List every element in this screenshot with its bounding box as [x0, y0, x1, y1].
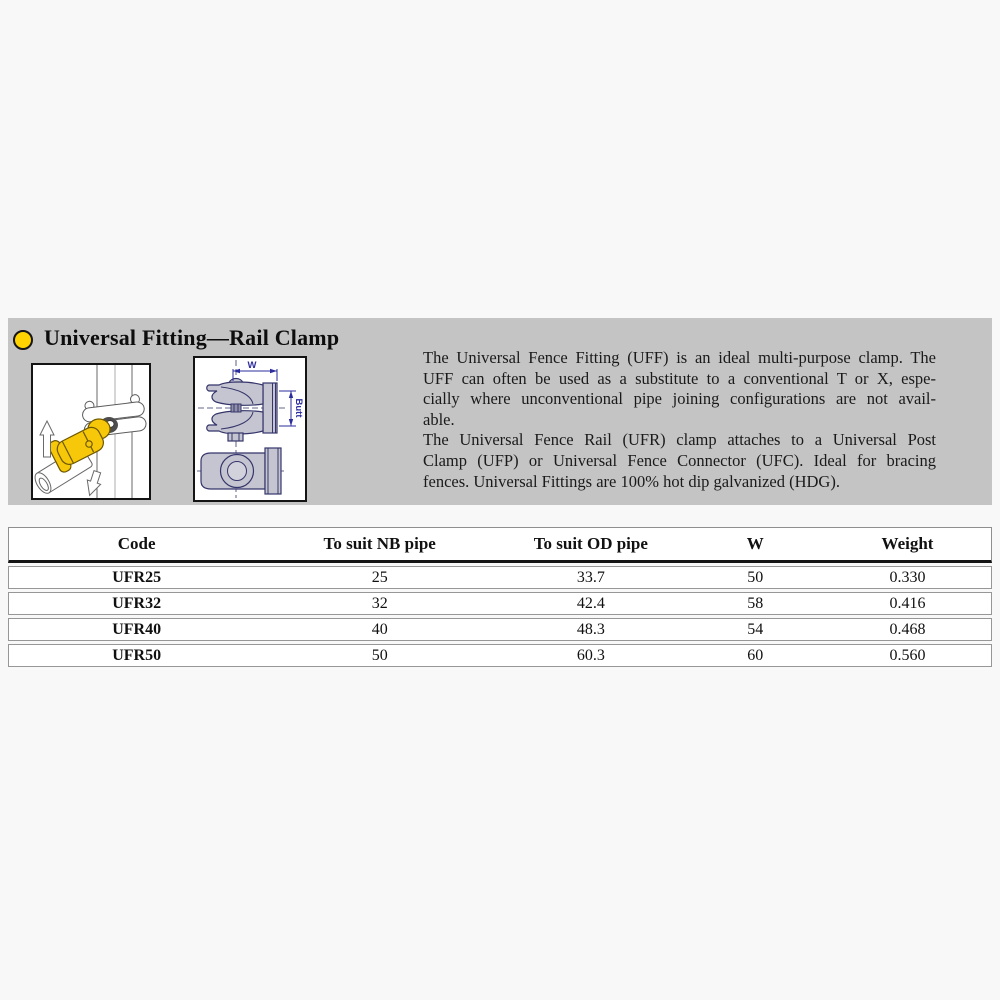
dimension-drawing-icon	[195, 358, 305, 500]
description-line: UFF can often be used as a substitute to a conventional T or X, espe-	[423, 368, 936, 388]
cell-w: 58	[747, 594, 764, 612]
cell-od: 42.4	[576, 594, 605, 612]
cell-nb: 50	[371, 646, 388, 664]
description-line: able.	[423, 409, 455, 429]
cell-weight: 0.330	[889, 568, 926, 586]
product-description	[423, 348, 936, 492]
table-row	[8, 566, 992, 589]
diagram-dimensions	[193, 356, 307, 502]
description-line: fences. Universal Fittings are 100% hot dip galvanized (HDG).	[423, 471, 840, 491]
illustration-rail-clamp	[31, 363, 151, 500]
product-banner	[8, 318, 992, 505]
cell-w: 50	[747, 568, 764, 586]
cell-weight: 0.468	[889, 620, 926, 638]
col-header-code: Code	[117, 534, 156, 553]
cell-od: 48.3	[576, 620, 605, 638]
cell-w: 54	[747, 620, 764, 638]
col-header-weight: Weight	[881, 534, 934, 553]
cell-nb: 40	[371, 620, 388, 638]
table-row	[8, 592, 992, 615]
table-row	[8, 644, 992, 667]
cell-w: 60	[747, 646, 764, 664]
description-line: cially where unconventional pipe joining configurations are not avail-	[423, 389, 936, 409]
cell-code: UFR40	[112, 620, 162, 638]
col-header-w: W	[746, 534, 764, 553]
rail-clamp-drawing-icon	[33, 365, 149, 498]
bullet-circle-icon	[13, 330, 33, 350]
spec-table	[8, 527, 992, 667]
table-row	[8, 618, 992, 641]
table-header-row	[8, 527, 992, 563]
dim-label-butt: Butt	[293, 398, 304, 418]
cell-od: 33.7	[576, 568, 605, 586]
cell-nb: 32	[371, 594, 388, 612]
cell-code: UFR32	[112, 594, 162, 612]
description-line: Clamp (UFP) or Universal Fence Connector (UFC). Ideal for bracing	[423, 450, 936, 470]
col-header-od: To suit OD pipe	[533, 534, 648, 553]
cell-nb: 25	[371, 568, 388, 586]
page-title: Universal Fitting—Rail Clamp	[44, 325, 340, 350]
cell-weight: 0.416	[889, 594, 926, 612]
cell-od: 60.3	[576, 646, 605, 664]
col-header-nb: To suit NB pipe	[323, 534, 436, 553]
cell-code: UFR25	[112, 568, 162, 586]
dim-label-w: W	[247, 360, 257, 371]
cell-weight: 0.560	[889, 646, 926, 664]
cell-code: UFR50	[112, 646, 162, 664]
description-line: The Universal Fence Rail (UFR) clamp attaches to a Universal Post	[423, 430, 936, 450]
description-line: The Universal Fence Fitting (UFF) is an ideal multi-purpose clamp. The	[423, 348, 936, 367]
